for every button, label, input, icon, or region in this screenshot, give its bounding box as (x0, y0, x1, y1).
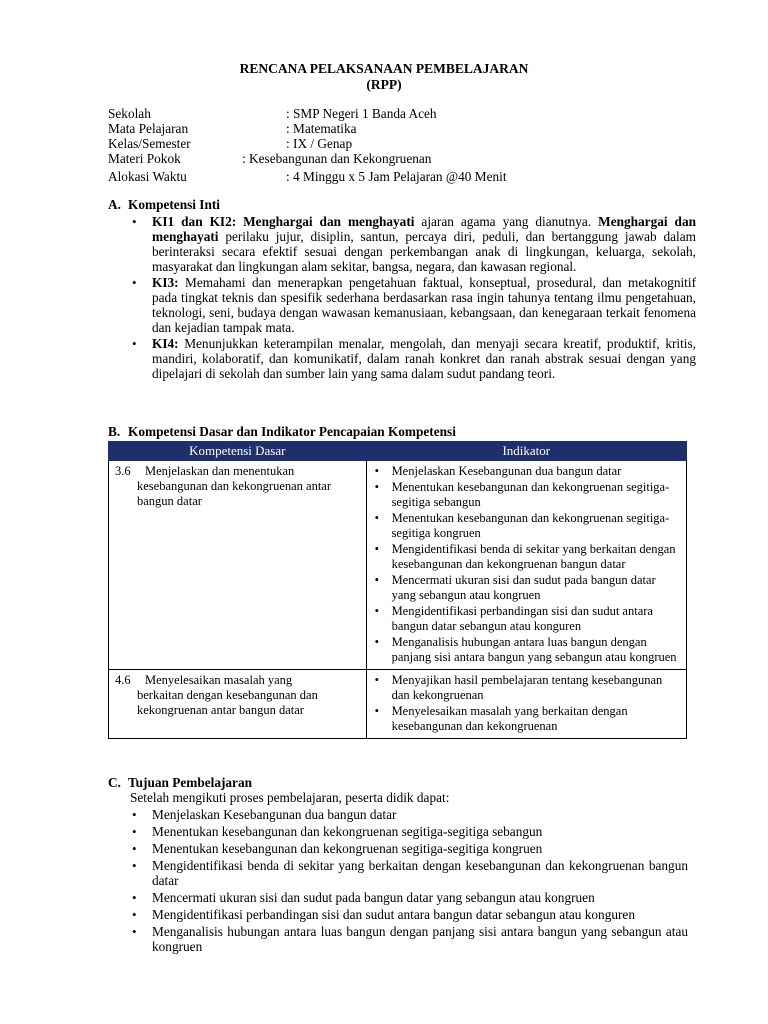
meta-label: Mata Pelajaran (108, 121, 189, 136)
section-letter: A. (108, 197, 121, 212)
kd-rest: berkaitan dengan kesebangunan dan kekongruenan antar bangun datar (137, 688, 318, 717)
section-a-heading (108, 197, 220, 213)
kd-text (109, 461, 366, 512)
column-header-indicator: Indikator (366, 442, 686, 461)
list-item: • Menjelaskan Kesebangunan dua bangun datar (128, 807, 688, 822)
column-header-kd: Kompetensi Dasar (109, 442, 367, 461)
kd-rest: kesebangunan dan kekongruenan antar bangun datar (137, 479, 332, 508)
kd-cell (109, 670, 367, 739)
list-item: • Menentukan kesebangunan dan kekongruenan segitiga-segitiga kongruen (373, 511, 680, 541)
ki-text: ajaran agama yang dianutnya. (414, 214, 599, 229)
section-title: Kompetensi Inti (128, 197, 220, 212)
list-item: • Menentukan kesebangunan dan kekongruenan segitiga-segitiga sebangun (128, 824, 688, 839)
ki-text: Memahami dan menerapkan pengetahuan faktual, konseptual, prosedural, dan metakognitif pada tingkat teknis dan spesifik sederhana berdasarkan rasa ingin tahunya tentang ilmu pengetahuan, teknologi, seni, budaya dengan wawasan kemanusiaan, kebangsaan, dan kenegaraan terkait fenomena dan kejadian tampak mata. (152, 275, 696, 335)
meta-value: : Kesebangunan dan Kekongruenan (242, 151, 432, 166)
list-item: • Menentukan kesebangunan dan kekongruenan segitiga-segitiga kongruen (128, 841, 688, 856)
list-item: • Menyelesaikan masalah yang berkaitan dengan kesebangunan dan kekongruenan (373, 704, 680, 734)
list-item: • Menyajikan hasil pembelajaran tentang kesebangunan dan kekongruenan (373, 673, 680, 703)
list-item (128, 214, 696, 274)
meta-label: Alokasi Waktu (108, 169, 187, 184)
document-title: RENCANA PELAKSANAAN PEMBELAJARAN (239, 61, 529, 76)
list-item: • Mencermati ukuran sisi dan sudut pada bangun datar yang sebangun atau kongruen (128, 890, 688, 905)
table-row (109, 461, 687, 670)
section-title: Kompetensi Dasar dan Indikator Pencapaian Kompetensi (128, 424, 456, 439)
meta-value: : Matematika (286, 121, 357, 136)
section-letter: B. (108, 424, 121, 439)
list-item: • Mengidentifikasi perbandingan sisi dan sudut antara bangun datar sebangun atau konguren (128, 907, 688, 922)
meta-label: Sekolah (108, 106, 151, 121)
meta-value: : 4 Minggu x 5 Jam Pelajaran @40 Menit (286, 169, 507, 184)
indicator-list (367, 461, 686, 669)
list-item: • Mengidentifikasi benda di sekitar yang berkaitan dengan kesebangunan dan kekongruenan bangun datar (373, 542, 680, 572)
list-item: • Menjelaskan Kesebangunan dua bangun datar (373, 464, 680, 479)
kd-text (109, 670, 366, 721)
ki-label: Menghargai dan menghayati (152, 214, 696, 244)
meta-value: : SMP Negeri 1 Banda Aceh (286, 106, 437, 121)
list-item (128, 336, 696, 381)
section-b-heading (108, 424, 456, 440)
meta-label: Kelas/Semester (108, 136, 191, 151)
core-competency-list (128, 214, 696, 382)
list-item: • Mengidentifikasi benda di sekitar yang berkaitan dengan kesebangunan dan kekongruenan bangun datar (128, 858, 688, 888)
ki-text: Menunjukkan keterampilan menalar, mengolah, dan menyaji secara kreatif, produktif, kritis, mandiri, kolaboratif, dan komunikatif, dalam ranah konkret dan ranah abstrak sesuai dengan yang dipelajari di sekolah dan sumber lain yang sama dalam sudut pandang teori. (152, 336, 696, 381)
table-row (109, 670, 687, 739)
list-item (128, 275, 696, 335)
indicator-list (367, 670, 686, 738)
competency-table (108, 441, 687, 739)
indicator-cell (366, 670, 686, 739)
ki-label: KI4: (152, 336, 179, 351)
kd-first: Menjelaskan dan menentukan (145, 464, 295, 478)
list-item: • Mengidentifikasi perbandingan sisi dan sudut antara bangun datar sebangun atau konguren (373, 604, 680, 634)
learning-objectives-list (128, 807, 688, 956)
kd-number: 4.6 (115, 673, 131, 687)
list-item: • Menentukan kesebangunan dan kekongruenan segitiga-segitiga sebangun (373, 480, 680, 510)
section-title: Tujuan Pembelajaran (128, 775, 252, 790)
list-item: • Menganalisis hubungan antara luas bangun dengan panjang sisi antara bangun yang sebangun atau kongruen (373, 635, 680, 665)
list-item: • Mencermati ukuran sisi dan sudut pada bangun datar yang sebangun atau kongruen (373, 573, 680, 603)
kd-number: 3.6 (115, 464, 131, 478)
section-c-heading (108, 775, 252, 791)
document-subtitle: (RPP) (366, 77, 402, 92)
meta-value: : IX / Genap (286, 136, 353, 151)
list-item: • Menganalisis hubungan antara luas bangun dengan panjang sisi antara bangun yang sebangun atau kongruen (128, 924, 688, 954)
ki-text: perilaku jujur, disiplin, santun, percaya diri, peduli, dan bertanggung jawab dalam berinteraksi secara efektif sesuai dengan perkembangan anak di lingkungan, keluarga, sekolah, masyarakat dan lingkungan alam sekitar, bangsa, negara, dan kawasan regional. (152, 229, 696, 274)
kd-first: Menyelesaikan masalah yang (145, 673, 293, 687)
section-c-intro: Setelah mengikuti proses pembelajaran, peserta didik dapat: (130, 790, 450, 805)
section-letter: C. (108, 775, 121, 790)
ki-label: KI1 dan KI2: Menghargai dan menghayati (152, 214, 415, 229)
meta-label: Materi Pokok (108, 151, 181, 166)
indicator-cell (366, 461, 686, 670)
ki-label: KI3: (152, 275, 179, 290)
table-header-row (109, 442, 687, 461)
kd-cell (109, 461, 367, 670)
